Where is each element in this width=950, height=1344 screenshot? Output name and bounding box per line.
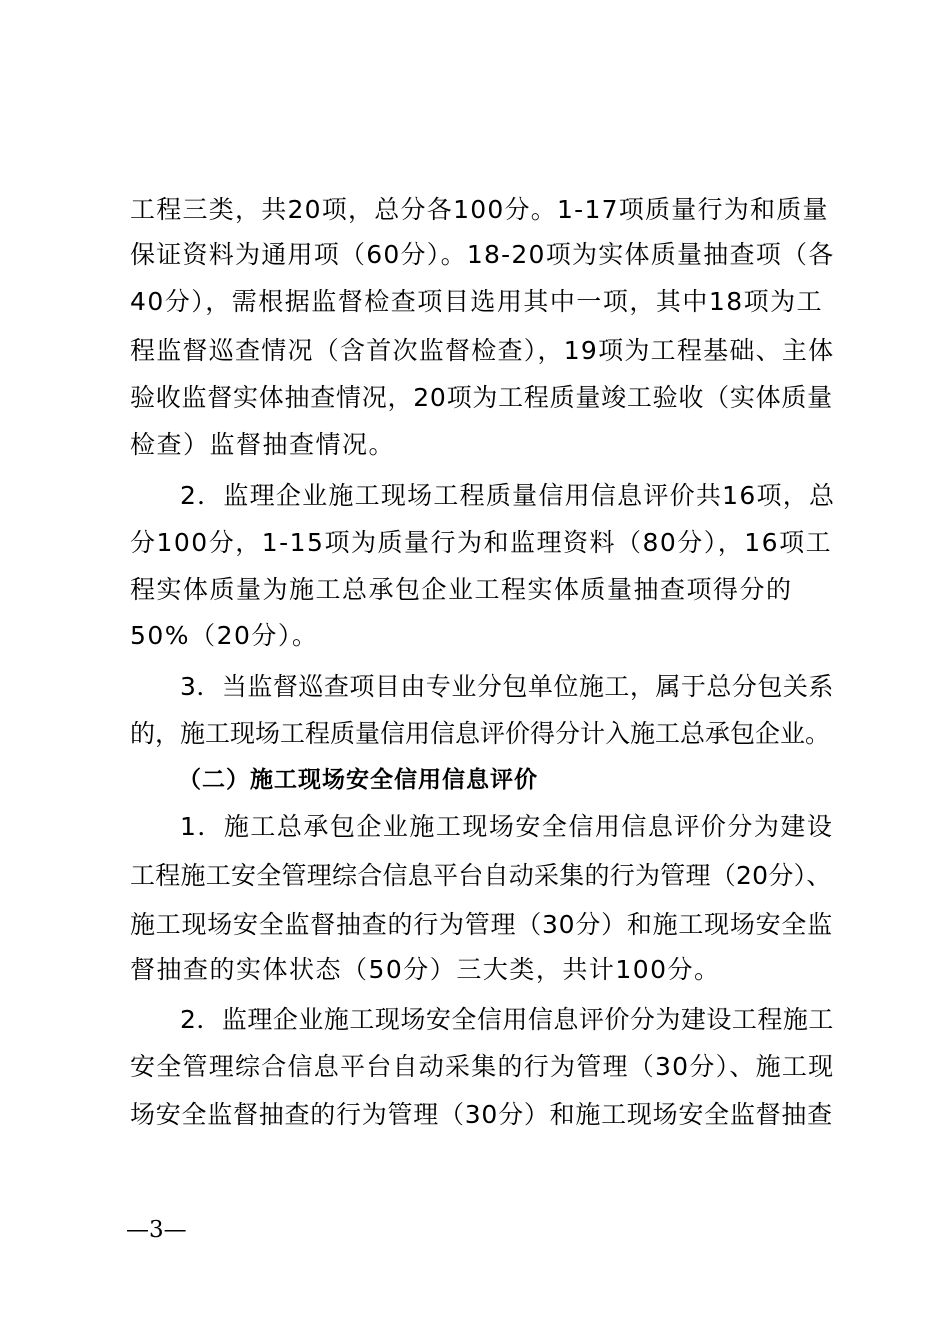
body-text-line: 的，施工现场工程质量信用信息评价得分计入施工总承包企业。 bbox=[130, 719, 831, 748]
body-text-line: 3．当监督巡查项目由专业分包单位施工，属于总分包关系 bbox=[180, 672, 834, 701]
body-text-line: 50%（20分）。 bbox=[130, 621, 319, 650]
body-text-line: 2．监理企业施工现场安全信用信息评价分为建设工程施工 bbox=[180, 1005, 834, 1034]
body-text-line: 场安全监督抽查的行为管理（30分）和施工现场安全监督抽查 bbox=[130, 1100, 833, 1129]
body-text-line: 工程施工安全管理综合信息平台自动采集的行为管理（20分）、 bbox=[130, 861, 832, 890]
body-text-line: 40分），需根据监督检查项目选用其中一项，其中18项为工 bbox=[130, 287, 824, 316]
body-text-line: 施工现场安全监督抽查的行为管理（30分）和施工现场安全监 bbox=[130, 910, 833, 939]
section-heading: （二）施工现场安全信用信息评价 bbox=[178, 767, 538, 793]
body-text-line: 程监督巡查情况（含首次监督检查），19项为工程基础、主体 bbox=[130, 336, 835, 365]
body-text-line: 工程三类，共20项，总分各100分。1-17项质量行为和质量 bbox=[130, 195, 829, 224]
body-text-line: 程实体质量为施工总承包企业工程实体质量抽查项得分的 bbox=[130, 575, 793, 604]
body-text-line: 验收监督实体抽查情况，20项为工程质量竣工验收（实体质量 bbox=[130, 383, 833, 412]
body-text-line: 分100分，1-15项为质量行为和监理资料（80分），16项工 bbox=[130, 528, 833, 557]
body-text-line: 督抽查的实体状态（50分）三大类，共计100分。 bbox=[130, 955, 721, 984]
body-text-line: 保证资料为通用项（60分）。18-20项为实体质量抽查项（各 bbox=[130, 240, 835, 269]
body-text-line: 安全管理综合信息平台自动采集的行为管理（30分）、施工现 bbox=[130, 1052, 835, 1081]
body-text-line: 1．施工总承包企业施工现场安全信用信息评价分为建设 bbox=[180, 812, 834, 841]
body-text-line: 2．监理企业施工现场工程质量信用信息评价共16项，总 bbox=[180, 481, 836, 510]
body-text-line: 检查）监督抽查情况。 bbox=[130, 430, 396, 459]
page-number: —3— bbox=[126, 1217, 187, 1243]
